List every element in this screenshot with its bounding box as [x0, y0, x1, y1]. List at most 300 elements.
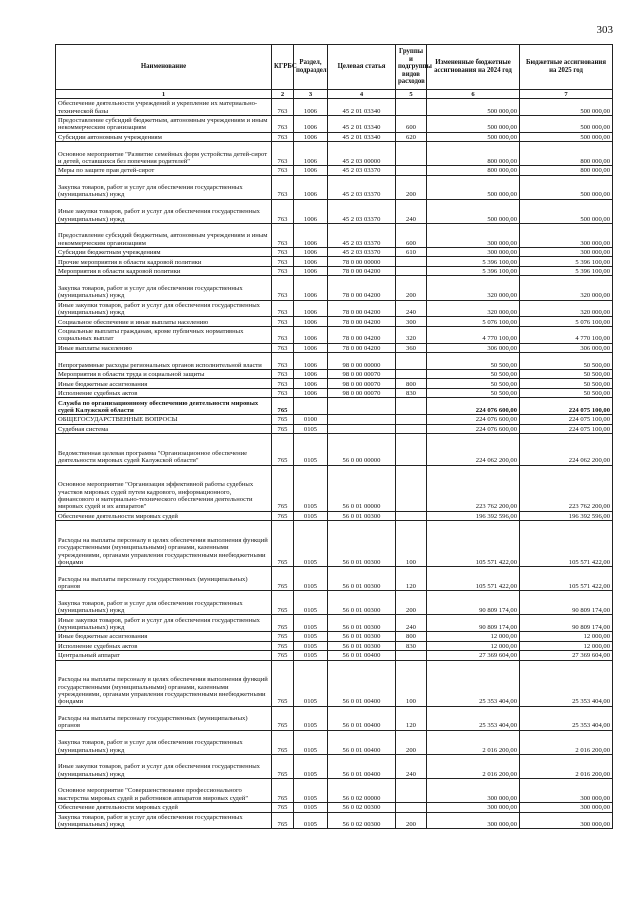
row-celevaya: 45 2 03 03370 — [328, 199, 396, 223]
row-amount-2024: 224 062 200,00 — [427, 434, 520, 465]
table-row — [56, 388, 613, 398]
row-celevaya: 56 0 02 00300 — [328, 803, 396, 813]
row-kgrbs: 763 — [272, 266, 294, 276]
row-razdel: 1006 — [294, 257, 328, 267]
table-row — [56, 415, 613, 425]
table-row — [56, 353, 613, 370]
row-amount-2025: 300 000,00 — [520, 803, 613, 813]
row-celevaya — [328, 424, 396, 434]
row-name: Предоставление субсидий бюджетным, автономным учреждениям и иным некоммерческим организациям — [56, 115, 272, 132]
row-amount-2025: 800 000,00 — [520, 166, 613, 176]
budget-table — [55, 44, 613, 829]
row-razdel: 1006 — [294, 199, 328, 223]
row-vid — [396, 257, 427, 267]
row-amount-2025: 5 396 100,00 — [520, 257, 613, 267]
row-razdel: 1006 — [294, 223, 328, 247]
row-vid — [396, 266, 427, 276]
row-razdel: 0105 — [294, 641, 328, 651]
row-celevaya: 56 0 01 00400 — [328, 651, 396, 661]
row-razdel: 1006 — [294, 343, 328, 353]
row-celevaya: 56 0 01 00300 — [328, 567, 396, 591]
row-kgrbs: 765 — [272, 754, 294, 778]
row-kgrbs: 763 — [272, 317, 294, 327]
row-amount-2025: 306 000,00 — [520, 343, 613, 353]
row-kgrbs: 763 — [272, 369, 294, 379]
table-row — [56, 660, 613, 706]
row-amount-2025: 320 000,00 — [520, 300, 613, 317]
row-razdel: 1006 — [294, 266, 328, 276]
row-vid: 100 — [396, 521, 427, 567]
row-kgrbs: 763 — [272, 199, 294, 223]
row-kgrbs: 765 — [272, 521, 294, 567]
row-kgrbs: 763 — [272, 300, 294, 317]
row-kgrbs: 765 — [272, 615, 294, 632]
row-celevaya: 78 0 00 04200 — [328, 317, 396, 327]
row-celevaya: 56 0 01 00300 — [328, 615, 396, 632]
row-vid: 600 — [396, 115, 427, 132]
row-razdel: 1006 — [294, 247, 328, 257]
row-vid: 830 — [396, 641, 427, 651]
row-name: Исполнение судебных актов — [56, 388, 272, 398]
row-name: Субсидии автономным учреждениям — [56, 132, 272, 142]
row-name: Закупка товаров, работ и услуг для обеспечения государственных (муниципальных) нужд — [56, 175, 272, 199]
row-name: ОБЩЕГОСУДАРСТВЕННЫЕ ВОПРОСЫ — [56, 415, 272, 425]
table-row — [56, 730, 613, 754]
row-amount-2025: 50 500,00 — [520, 388, 613, 398]
row-amount-2024: 25 353 404,00 — [427, 706, 520, 730]
table-row — [56, 615, 613, 632]
header-amount-2025: Бюджетные ассигнования на 2025 год — [520, 45, 613, 90]
row-amount-2024: 500 000,00 — [427, 175, 520, 199]
header-kgrbs: КГРБС — [272, 45, 294, 90]
column-number: 4 — [328, 90, 396, 99]
row-razdel: 0105 — [294, 803, 328, 813]
row-amount-2025: 223 762 200,00 — [520, 465, 613, 511]
row-name: Субсидии бюджетным учреждениям — [56, 247, 272, 257]
row-amount-2025: 300 000,00 — [520, 247, 613, 257]
table-row — [56, 369, 613, 379]
row-vid: 800 — [396, 632, 427, 642]
row-amount-2025: 300 000,00 — [520, 778, 613, 802]
table-row — [56, 317, 613, 327]
row-celevaya: 78 0 00 04200 — [328, 276, 396, 300]
row-vid — [396, 398, 427, 415]
row-kgrbs: 763 — [272, 99, 294, 116]
table-row — [56, 641, 613, 651]
row-celevaya: 78 0 00 04200 — [328, 300, 396, 317]
row-vid: 200 — [396, 175, 427, 199]
column-number: 7 — [520, 90, 613, 99]
row-celevaya: 45 2 03 03370 — [328, 223, 396, 247]
row-razdel: 0100 — [294, 415, 328, 425]
row-kgrbs: 765 — [272, 424, 294, 434]
row-celevaya: 56 0 02 00300 — [328, 812, 396, 829]
row-amount-2024: 224 076 600,00 — [427, 424, 520, 434]
table-row — [56, 803, 613, 813]
row-vid — [396, 99, 427, 116]
row-amount-2024: 25 353 404,00 — [427, 660, 520, 706]
row-celevaya: 56 0 01 00400 — [328, 754, 396, 778]
row-name: Иные закупки товаров, работ и услуг для обеспечения государственных (муниципальных) нужд — [56, 615, 272, 632]
table-row — [56, 115, 613, 132]
column-number-row — [56, 90, 613, 99]
row-vid: 200 — [396, 812, 427, 829]
row-razdel — [294, 398, 328, 415]
row-razdel: 0105 — [294, 615, 328, 632]
row-vid: 240 — [396, 615, 427, 632]
table-row — [56, 132, 613, 142]
row-amount-2024: 12 000,00 — [427, 641, 520, 651]
row-kgrbs: 763 — [272, 379, 294, 389]
table-row — [56, 511, 613, 521]
row-name: Ведомственная целевая программа "Организационное обеспечение деятельности мировых судей Калужской области" — [56, 434, 272, 465]
row-vid — [396, 166, 427, 176]
row-amount-2024: 5 076 100,00 — [427, 317, 520, 327]
row-celevaya: 98 0 00 00070 — [328, 369, 396, 379]
table-row — [56, 257, 613, 267]
row-kgrbs: 765 — [272, 591, 294, 615]
row-amount-2024: 300 000,00 — [427, 247, 520, 257]
row-vid: 360 — [396, 343, 427, 353]
row-amount-2024: 500 000,00 — [427, 115, 520, 132]
row-name: Закупка товаров, работ и услуг для обеспечения государственных (муниципальных) нужд — [56, 276, 272, 300]
row-kgrbs: 763 — [272, 276, 294, 300]
row-amount-2024: 800 000,00 — [427, 166, 520, 176]
row-kgrbs: 765 — [272, 434, 294, 465]
row-kgrbs: 765 — [272, 778, 294, 802]
row-razdel: 1006 — [294, 175, 328, 199]
row-vid — [396, 369, 427, 379]
row-name: Обеспечение деятельности мировых судей — [56, 803, 272, 813]
row-celevaya: 98 0 00 00070 — [328, 379, 396, 389]
column-number: 3 — [294, 90, 328, 99]
row-vid: 120 — [396, 706, 427, 730]
row-celevaya: 98 0 00 00000 — [328, 353, 396, 370]
row-name: Судебная система — [56, 424, 272, 434]
row-amount-2025: 50 500,00 — [520, 369, 613, 379]
row-celevaya: 45 2 01 03340 — [328, 99, 396, 116]
row-name: Центральный аппарат — [56, 651, 272, 661]
row-amount-2024: 500 000,00 — [427, 99, 520, 116]
row-celevaya: 78 0 00 00000 — [328, 257, 396, 267]
row-amount-2025: 500 000,00 — [520, 132, 613, 142]
row-amount-2025: 50 500,00 — [520, 353, 613, 370]
row-amount-2024: 223 762 200,00 — [427, 465, 520, 511]
row-name: Иные закупки товаров, работ и услуг для обеспечения государственных (муниципальных) нужд — [56, 199, 272, 223]
table-row — [56, 632, 613, 642]
row-razdel: 1006 — [294, 142, 328, 166]
table-row — [56, 567, 613, 591]
table-row — [56, 398, 613, 415]
row-amount-2024: 320 000,00 — [427, 300, 520, 317]
column-number: 2 — [272, 90, 294, 99]
table-row — [56, 343, 613, 353]
row-razdel: 1006 — [294, 132, 328, 142]
row-razdel: 1006 — [294, 379, 328, 389]
row-amount-2024: 2 016 200,00 — [427, 730, 520, 754]
row-amount-2025: 500 000,00 — [520, 99, 613, 116]
row-kgrbs: 763 — [272, 132, 294, 142]
row-amount-2025: 500 000,00 — [520, 175, 613, 199]
table-row — [56, 465, 613, 511]
row-celevaya: 78 0 00 04200 — [328, 343, 396, 353]
row-amount-2024: 224 076 600,00 — [427, 415, 520, 425]
row-amount-2025: 300 000,00 — [520, 223, 613, 247]
row-name: Основное мероприятие "Организация эффективной работы судебных участков мировых судей путем кадрового, информационного, финансового и материально-технического обеспечения деятельности мировых судей и их аппаратов" — [56, 465, 272, 511]
row-amount-2024: 50 500,00 — [427, 369, 520, 379]
row-amount-2024: 105 571 422,00 — [427, 567, 520, 591]
row-amount-2024: 306 000,00 — [427, 343, 520, 353]
row-amount-2025: 5 076 100,00 — [520, 317, 613, 327]
row-razdel: 1006 — [294, 276, 328, 300]
row-amount-2024: 50 500,00 — [427, 353, 520, 370]
header-celevaya: Целевая статья — [328, 45, 396, 90]
row-vid: 200 — [396, 591, 427, 615]
row-vid — [396, 353, 427, 370]
row-name: Мероприятия в области труда и социальной защиты — [56, 369, 272, 379]
row-kgrbs: 765 — [272, 632, 294, 642]
column-number: 6 — [427, 90, 520, 99]
row-razdel: 0105 — [294, 812, 328, 829]
row-amount-2024: 4 770 100,00 — [427, 326, 520, 343]
row-name: Обеспечение деятельности учреждений и укрепление их материально-технической базы — [56, 99, 272, 116]
row-vid: 120 — [396, 567, 427, 591]
table-row — [56, 276, 613, 300]
row-vid: 300 — [396, 317, 427, 327]
row-razdel: 0105 — [294, 730, 328, 754]
table-row — [56, 300, 613, 317]
row-kgrbs: 765 — [272, 730, 294, 754]
row-celevaya — [328, 398, 396, 415]
table-row — [56, 706, 613, 730]
header-vid: Группы и подгруппы видов расходов — [396, 45, 427, 90]
row-razdel: 1006 — [294, 166, 328, 176]
row-kgrbs: 765 — [272, 660, 294, 706]
row-vid — [396, 651, 427, 661]
row-vid — [396, 415, 427, 425]
row-name: Иные бюджетные ассигнования — [56, 632, 272, 642]
row-celevaya: 56 0 01 00300 — [328, 521, 396, 567]
row-amount-2024: 500 000,00 — [427, 199, 520, 223]
table-row — [56, 434, 613, 465]
row-celevaya: 78 0 00 04200 — [328, 326, 396, 343]
row-name: Предоставление субсидий бюджетным, автономным учреждениям и иным некоммерческим организациям — [56, 223, 272, 247]
row-vid: 100 — [396, 660, 427, 706]
row-vid: 200 — [396, 730, 427, 754]
row-amount-2025: 300 000,00 — [520, 812, 613, 829]
table-row — [56, 99, 613, 116]
row-amount-2025: 25 353 404,00 — [520, 706, 613, 730]
row-vid — [396, 803, 427, 813]
row-name: Расходы на выплаты персоналу в целях обеспечения выполнения функций государственными (муниципальными) органами, казенными учреждениями, органами управления государственными внебюджетными фондами — [56, 660, 272, 706]
row-vid: 830 — [396, 388, 427, 398]
row-name: Социальное обеспечение и иные выплаты населению — [56, 317, 272, 327]
row-vid — [396, 434, 427, 465]
row-name: Исполнение судебных актов — [56, 641, 272, 651]
row-amount-2025: 224 075 100,00 — [520, 424, 613, 434]
row-razdel: 1006 — [294, 369, 328, 379]
row-name: Основное мероприятие "Развитие семейных форм устройства детей-сирот и детей, оставшихся без попечения родителей" — [56, 142, 272, 166]
row-amount-2024: 500 000,00 — [427, 132, 520, 142]
row-name: Служба по организационному обеспечению деятельности мировых судей Калужской области — [56, 398, 272, 415]
row-kgrbs: 765 — [272, 415, 294, 425]
row-vid: 320 — [396, 326, 427, 343]
table-body — [56, 99, 613, 829]
row-celevaya: 45 2 03 00000 — [328, 142, 396, 166]
table-row — [56, 651, 613, 661]
row-name: Расходы на выплаты персоналу государственных (муниципальных) органов — [56, 567, 272, 591]
row-kgrbs: 763 — [272, 326, 294, 343]
row-celevaya: 78 0 00 04200 — [328, 266, 396, 276]
row-celevaya: 56 0 01 00400 — [328, 660, 396, 706]
table-row — [56, 142, 613, 166]
row-amount-2025: 224 075 100,00 — [520, 398, 613, 415]
row-name: Обеспечение деятельности мировых судей — [56, 511, 272, 521]
row-kgrbs: 765 — [272, 465, 294, 511]
row-vid — [396, 465, 427, 511]
row-vid — [396, 142, 427, 166]
row-amount-2025: 4 770 100,00 — [520, 326, 613, 343]
row-razdel: 1006 — [294, 388, 328, 398]
row-amount-2024: 300 000,00 — [427, 223, 520, 247]
row-vid: 240 — [396, 300, 427, 317]
header-row — [56, 45, 613, 90]
row-razdel: 0105 — [294, 706, 328, 730]
row-razdel: 0105 — [294, 632, 328, 642]
row-celevaya: 56 0 00 00000 — [328, 434, 396, 465]
header-amount-2024: Измененные бюджетные ассигнования на 2024 год — [427, 45, 520, 90]
row-razdel: 0105 — [294, 660, 328, 706]
row-name: Иные закупки товаров, работ и услуг для обеспечения государственных (муниципальных) нужд — [56, 754, 272, 778]
row-name: Иные выплаты населению — [56, 343, 272, 353]
row-amount-2025: 320 000,00 — [520, 276, 613, 300]
row-kgrbs: 765 — [272, 641, 294, 651]
table-row — [56, 166, 613, 176]
row-celevaya: 45 2 01 03340 — [328, 115, 396, 132]
row-kgrbs: 763 — [272, 343, 294, 353]
row-kgrbs: 763 — [272, 142, 294, 166]
row-amount-2025: 105 571 422,00 — [520, 567, 613, 591]
row-kgrbs: 763 — [272, 175, 294, 199]
row-razdel: 1006 — [294, 317, 328, 327]
row-amount-2024: 105 571 422,00 — [427, 521, 520, 567]
row-kgrbs: 763 — [272, 353, 294, 370]
row-amount-2025: 12 000,00 — [520, 632, 613, 642]
row-celevaya: 56 0 02 00000 — [328, 778, 396, 802]
row-razdel: 0105 — [294, 567, 328, 591]
row-razdel: 1006 — [294, 326, 328, 343]
header-name: Наименование — [56, 45, 272, 90]
row-vid: 800 — [396, 379, 427, 389]
row-amount-2025: 500 000,00 — [520, 115, 613, 132]
row-amount-2024: 5 396 100,00 — [427, 257, 520, 267]
row-razdel: 0105 — [294, 651, 328, 661]
row-name: Основное мероприятие "Совершенствование профессионального мастерства мировых судей и работников аппаратов мировых судей" — [56, 778, 272, 802]
column-number: 1 — [56, 90, 272, 99]
row-celevaya: 45 2 03 03370 — [328, 175, 396, 199]
row-amount-2024: 27 369 604,00 — [427, 651, 520, 661]
table-row — [56, 521, 613, 567]
row-kgrbs: 765 — [272, 803, 294, 813]
row-kgrbs: 765 — [272, 706, 294, 730]
row-amount-2025: 2 016 200,00 — [520, 730, 613, 754]
row-name: Прочие мероприятия в области кадровой политики — [56, 257, 272, 267]
table-row — [56, 266, 613, 276]
row-vid: 610 — [396, 247, 427, 257]
row-amount-2025: 800 000,00 — [520, 142, 613, 166]
row-amount-2025: 90 809 174,00 — [520, 615, 613, 632]
row-celevaya: 45 2 03 03370 — [328, 166, 396, 176]
row-name: Расходы на выплаты персоналу в целях обеспечения выполнения функций государственными (муниципальными) органами, казенными учреждениями, органами управления государственными внебюджетными фондами — [56, 521, 272, 567]
table-row — [56, 379, 613, 389]
row-amount-2024: 224 076 600,00 — [427, 398, 520, 415]
row-amount-2024: 196 392 596,00 — [427, 511, 520, 521]
row-amount-2025: 90 809 174,00 — [520, 591, 613, 615]
row-vid: 600 — [396, 223, 427, 247]
header-razdel: Раздел, подраздел — [294, 45, 328, 90]
row-vid: 240 — [396, 754, 427, 778]
row-kgrbs: 765 — [272, 567, 294, 591]
row-amount-2025: 50 500,00 — [520, 379, 613, 389]
row-amount-2024: 90 809 174,00 — [427, 615, 520, 632]
row-amount-2025: 224 075 100,00 — [520, 415, 613, 425]
row-celevaya: 98 0 00 00070 — [328, 388, 396, 398]
row-celevaya: 45 2 03 03370 — [328, 247, 396, 257]
row-razdel: 0105 — [294, 511, 328, 521]
row-amount-2025: 2 016 200,00 — [520, 754, 613, 778]
row-vid — [396, 778, 427, 802]
page-number: 303 — [596, 24, 613, 36]
table-row — [56, 175, 613, 199]
row-celevaya: 56 0 01 00300 — [328, 511, 396, 521]
row-celevaya — [328, 415, 396, 425]
row-razdel: 0105 — [294, 434, 328, 465]
row-amount-2025: 25 353 404,00 — [520, 660, 613, 706]
row-amount-2024: 50 500,00 — [427, 388, 520, 398]
row-amount-2025: 5 396 100,00 — [520, 266, 613, 276]
row-name: Расходы на выплаты персоналу государственных (муниципальных) органов — [56, 706, 272, 730]
row-amount-2025: 27 369 604,00 — [520, 651, 613, 661]
row-celevaya: 56 0 01 00000 — [328, 465, 396, 511]
table-row — [56, 326, 613, 343]
row-name: Иные бюджетные ассигнования — [56, 379, 272, 389]
row-amount-2024: 50 500,00 — [427, 379, 520, 389]
row-celevaya: 56 0 01 00300 — [328, 641, 396, 651]
row-razdel: 0105 — [294, 424, 328, 434]
row-celevaya: 56 0 01 00300 — [328, 632, 396, 642]
row-vid: 240 — [396, 199, 427, 223]
row-kgrbs: 763 — [272, 223, 294, 247]
table-row — [56, 754, 613, 778]
row-amount-2024: 320 000,00 — [427, 276, 520, 300]
row-kgrbs: 763 — [272, 388, 294, 398]
table-row — [56, 424, 613, 434]
row-celevaya: 56 0 01 00400 — [328, 730, 396, 754]
row-kgrbs: 765 — [272, 398, 294, 415]
table-row — [56, 812, 613, 829]
row-razdel: 1006 — [294, 300, 328, 317]
row-razdel: 0105 — [294, 591, 328, 615]
row-name: Закупка товаров, работ и услуг для обеспечения государственных (муниципальных) нужд — [56, 591, 272, 615]
row-kgrbs: 763 — [272, 247, 294, 257]
row-razdel: 1006 — [294, 99, 328, 116]
row-name: Меры по защите прав детей-сирот — [56, 166, 272, 176]
row-razdel: 1006 — [294, 353, 328, 370]
row-name: Социальные выплаты гражданам, кроме публичных нормативных социальных выплат — [56, 326, 272, 343]
row-kgrbs: 763 — [272, 257, 294, 267]
table-row — [56, 591, 613, 615]
table-row — [56, 778, 613, 802]
